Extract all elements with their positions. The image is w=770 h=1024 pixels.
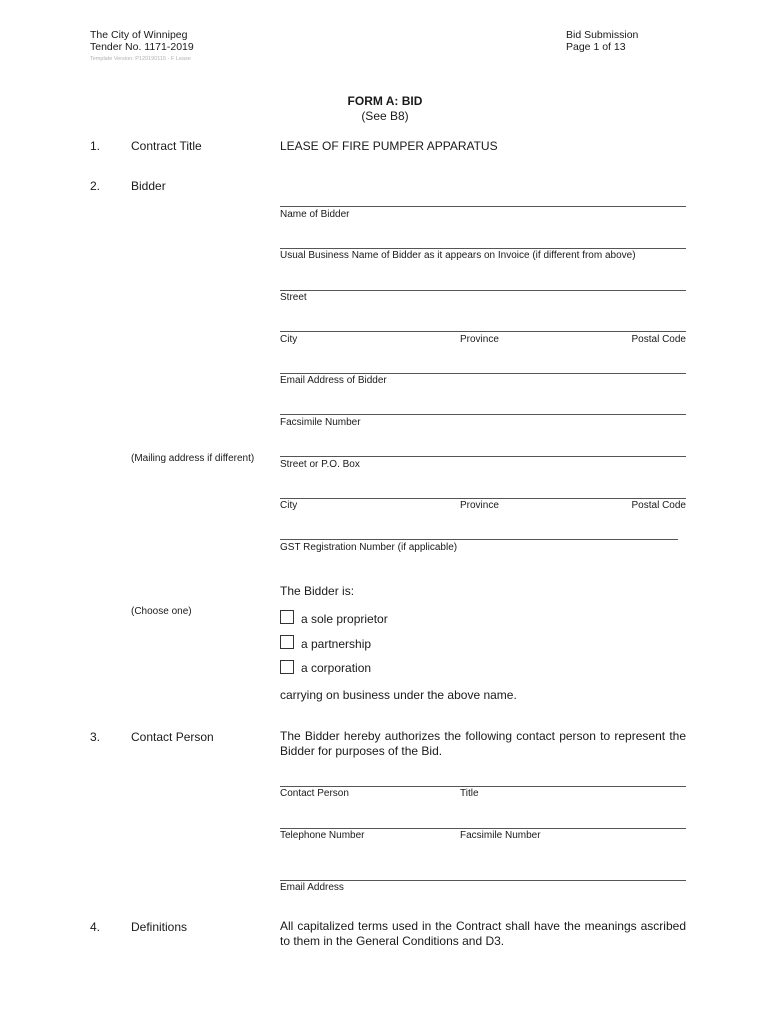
- email-field[interactable]: [280, 373, 686, 374]
- contact-fax-label: Facsimile Number: [460, 830, 541, 841]
- street-field[interactable]: [280, 290, 686, 291]
- partnership-checkbox[interactable]: [280, 635, 294, 649]
- header-page-number: Page 1 of 13: [566, 41, 626, 53]
- telephone-label: Telephone Number: [280, 830, 365, 841]
- gst-field[interactable]: [280, 539, 678, 540]
- postal-code-label: Postal Code: [631, 334, 686, 345]
- form-title: FORM A: BID: [347, 94, 423, 108]
- header-bid-submission: Bid Submission: [566, 29, 639, 41]
- gst-label: GST Registration Number (if applicable): [280, 542, 458, 553]
- contact-email-field[interactable]: [280, 880, 686, 881]
- section-2-label: Bidder: [131, 179, 166, 193]
- carrying-on-business-text: carrying on business under the above name.: [280, 688, 517, 702]
- mailing-province-label: Province: [460, 500, 499, 511]
- street-po-field[interactable]: [280, 456, 686, 457]
- header-template-version: Template Version: P120190115 - F Lease: [90, 56, 191, 62]
- name-of-bidder-field[interactable]: [280, 206, 686, 207]
- form-subtitle: (See B8): [361, 109, 409, 123]
- partnership-label: a partnership: [301, 637, 372, 651]
- mailing-postal-code-label: Postal Code: [631, 500, 686, 511]
- mailing-city-province-postal-field[interactable]: [280, 498, 686, 499]
- section-4-label: Definitions: [131, 920, 188, 934]
- usual-business-name-label: Usual Business Name of Bidder as it appears on Invoice (if different from above): [280, 250, 636, 261]
- definitions-text: All capitalized terms used in the Contract shall have the meanings ascribed to them in the General Conditions and D3.: [280, 919, 686, 948]
- header-city: The City of Winnipeg: [90, 29, 188, 41]
- email-label: Email Address of Bidder: [280, 375, 387, 386]
- choose-one-note: (Choose one): [131, 606, 192, 617]
- usual-business-name-field[interactable]: [280, 248, 686, 249]
- mailing-city-label: City: [280, 500, 298, 511]
- contact-title-label: Title: [460, 788, 479, 799]
- street-po-label: Street or P.O. Box: [280, 459, 360, 470]
- fax-label: Facsimile Number: [280, 417, 361, 428]
- section-1-number: 1.: [90, 139, 101, 153]
- contact-person-title-field[interactable]: [280, 786, 686, 787]
- name-of-bidder-label: Name of Bidder: [280, 209, 350, 220]
- section-4-number: 4.: [90, 920, 101, 934]
- sole-proprietor-checkbox[interactable]: [280, 610, 294, 624]
- telephone-fax-field[interactable]: [280, 828, 686, 829]
- section-3-number: 3.: [90, 730, 101, 744]
- city-label: City: [280, 334, 298, 345]
- header-tender: Tender No. 1171-2019: [90, 41, 194, 53]
- corporation-label: a corporation: [301, 661, 372, 675]
- contract-title-value: LEASE OF FIRE PUMPER APPARATUS: [280, 139, 498, 153]
- fax-field[interactable]: [280, 414, 686, 415]
- province-label: Province: [460, 334, 499, 345]
- street-label: Street: [280, 292, 307, 303]
- section-2-number: 2.: [90, 179, 101, 193]
- contact-person-label: Contact Person: [280, 788, 349, 799]
- contact-person-authorization-text: The Bidder hereby authorizes the following contact person to represent the Bidder for purposes of the Bid.: [280, 729, 686, 758]
- section-1-label: Contract Title: [131, 139, 202, 153]
- section-3-label: Contact Person: [131, 730, 214, 744]
- sole-proprietor-label: a sole proprietor: [301, 612, 388, 626]
- corporation-checkbox[interactable]: [280, 660, 294, 674]
- mailing-address-note: (Mailing address if different): [131, 453, 255, 464]
- bidder-is-heading: The Bidder is:: [280, 584, 355, 598]
- city-province-postal-field[interactable]: [280, 331, 686, 332]
- contact-email-label: Email Address: [280, 882, 344, 893]
